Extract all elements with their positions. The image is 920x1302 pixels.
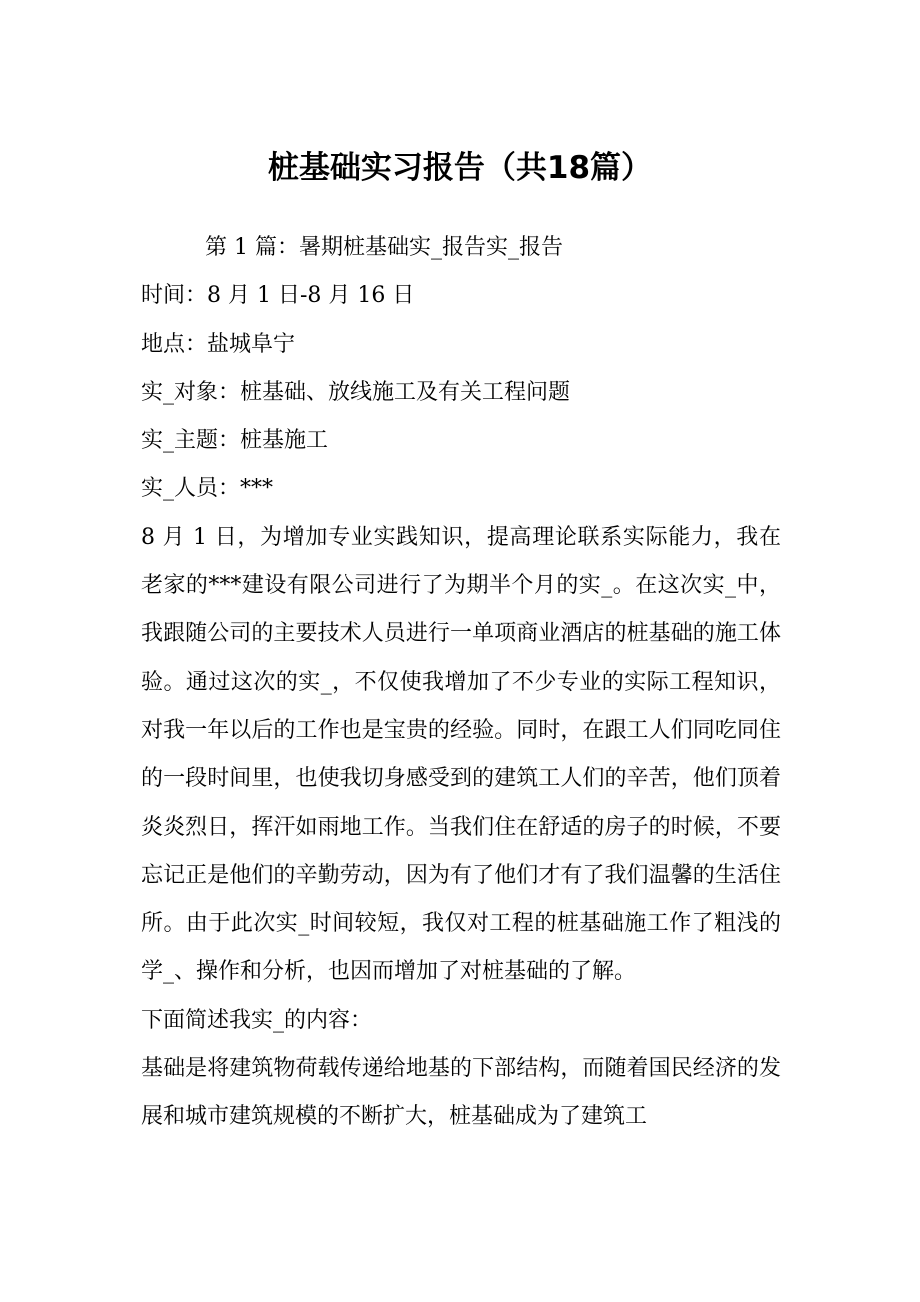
section-heading: 第 1 篇：暑期桩基础实_报告实_报告 bbox=[205, 235, 563, 260]
field-object: 实_对象：桩基础、放线施工及有关工程问题 bbox=[141, 379, 571, 405]
field-time: 时间：8 月 1 日-8 月 16 日 bbox=[141, 283, 415, 309]
field-location: 地点：盐城阜宁 bbox=[141, 331, 296, 357]
field-personnel: 实_人员：*** bbox=[141, 476, 274, 502]
paragraph-content-lead: 下面简述我实_的内容： bbox=[141, 1007, 373, 1033]
document-body bbox=[141, 224, 781, 1142]
field-topic: 实_主题：桩基施工 bbox=[141, 428, 329, 454]
paragraph-intro: 8 月 1 日，为增加专业实践知识，提高理论联系实际能力，我在老家的***建设有限公司进行了为期半个月的实_。在这次实_中，我跟随公司的主要技术人员进行一单项商业酒店的桩基础的施工体验。通过这次的实_，不仅使我增加了不少专业的实际工程知识，对我一年以后的工作也是宝贵的经验。同时，在跟工人们同吃同住的一段时间里，也使我切身感受到的建筑工人们的辛苦，他们顶着炎炎烈日，挥汗如雨地工作。当我们住在舒适的房子的时候，不要忘记正是他们的辛勤劳动，因为有了他们才有了我们温馨的生活住所。由于此次实_时间较短，我仅对工程的桩基础施工作了粗浅的学_、操作和分析，也因而增加了对桩基础的了解。 bbox=[141, 524, 781, 985]
paragraph-foundation: 基础是将建筑物荷载传递给地基的下部结构，而随着国民经济的发展和城市建筑规模的不断扩大，桩基础成为了建筑工 bbox=[141, 1056, 781, 1130]
document-title: 桩基础实习报告（共18篇） bbox=[267, 150, 653, 186]
